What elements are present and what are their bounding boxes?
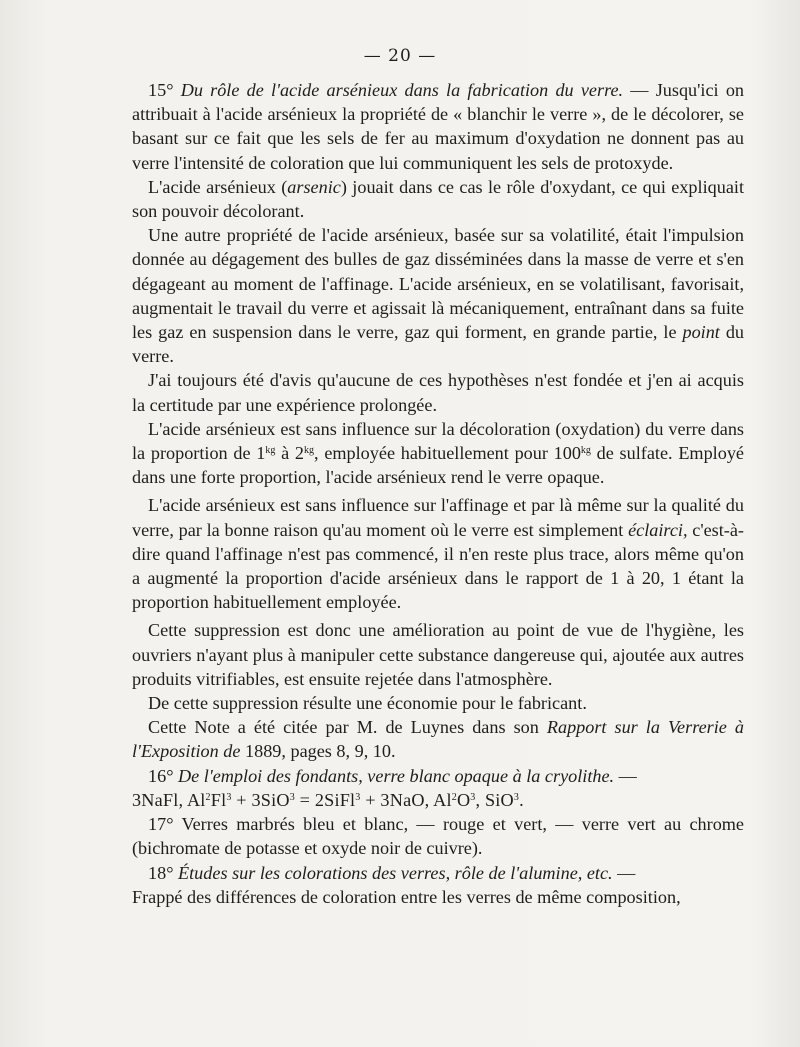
- paragraph: Cette Note a été citée par M. de Luynes dans son Rapport sur la Verrerie à l'Exposition de 1889, pages 8, 9, 10.: [132, 717, 744, 762]
- section-number: 16°: [148, 765, 174, 786]
- chemical-formula: 3NaFl, $Al^2Fl^3 + 3SiO^3$ = 2SiFl$^3$ + 3NaO, $Al^2O^3$, SiO$^3$.: [132, 789, 524, 810]
- paragraph: L'acide arsénieux est sans influence sur l'affinage et par là même sur la qualité du verre, par la bonne raison qu'au moment où le verre est simplement éclairci, c'est-à-dire quand l'affinage n'est pas commencé, il n'en reste plus trace, alors même qu'on a augmenté la proportion d'acide arsénieux dans le rapport de 1 à 20, 1 étant la proportion habituellement employée.: [132, 495, 744, 613]
- paragraph: Frappé des différences de coloration entre les verres de même composition,: [132, 886, 681, 907]
- paragraph: J'ai toujours été d'avis qu'aucune de ces hypothèses n'est fondée et j'en ai acquis la certitude par une expérience prolongée.: [132, 370, 744, 415]
- paragraph: L'acide arsénieux (arsenic) jouait dans ce cas le rôle d'oxydant, ce qui expliquait son pouvoir décolorant.: [132, 176, 745, 222]
- section-16-heading-paragraph: 16° De l'emploi des fondants, verre blanc opaque à la cryolithe. —: [148, 765, 637, 786]
- paragraph: L'acide arsénieux est sans influence sur la décoloration (oxydation) du verre dans la proportion de $1^{kg}$ à $2^{kg}$, employée habituellement pour $100^{kg}$ de sulfate. Employé dans une forte proportion, l'acide arsénieux rend le verre opaque.: [132, 418, 744, 488]
- section-number: 17°: [148, 814, 174, 835]
- section-18-heading-paragraph: 18° Études sur les colorations des verres, rôle de l'alumine, etc. —: [148, 862, 636, 883]
- paragraph: Cette suppression est donc une amélioration au point de vue de l'hygiène, les ouvriers n'ayant plus à manipuler cette substance dangereuse qui, ajoutée aux autres produits vitrifiables, est ensuite rejetée dans l'atmosphère.: [132, 620, 744, 689]
- page-number: — 20 —: [363, 46, 437, 66]
- section-17-paragraph: 17° Verres marbrés bleu et blanc, — rouge et vert, — verre vert au chrome (bichromate de potasse et oxyde noir de cuivre).: [132, 814, 745, 859]
- paragraph-text: Jusqu'ici on attribuait à l'acide arsénieux la propriété de « blanchir le verre », de le décolorer, se basant sur ce fait que les sels de fer au maximum d'oxydation ne donnent pas au verre l'intensité de coloration que lui communiquent les sels de protoxyde.: [132, 80, 745, 173]
- paragraph: De cette suppression résulte une économie pour le fabricant.: [148, 693, 587, 714]
- section-number: 18°: [148, 862, 174, 883]
- paragraph: Une autre propriété de l'acide arsénieux, basée sur sa volatilité, était l'impulsion donnée au dégagement des bulles de gaz disséminées dans la masse de verre et s'en dégageant au moment de l'affinage. L'acide arsénieux, en se volatilisant, favorisait, augmentait le travail du verre et agissait là mécaniquement, entraînant dans sa fuite les gaz en suspension dans le verre, gaz qui forment, en grande partie, le point du verre.: [132, 225, 744, 367]
- section-title: Études sur les colorations des verres, rôle de l'alumine, etc.: [178, 862, 613, 883]
- section-number: 15°: [148, 80, 174, 100]
- section-title: De l'emploi des fondants, verre blanc opaque à la cryolithe.: [178, 765, 615, 786]
- page-body: [132, 78, 744, 909]
- section-title: Du rôle de l'acide arsénieux dans la fabrication du verre.: [180, 80, 624, 100]
- section-15-heading-paragraph: 15° Du rôle de l'acide arsénieux dans la fabrication du verre. — Jusqu'ici on attribuait à l'acide arsénieux la propriété de « blanchir le verre », de le décolorer, se basant sur ce fait que les sels de fer au maximum d'oxydation ne donnent pas au verre l'intensité de coloration que lui communiquent les sels de protoxyde.: [132, 80, 745, 173]
